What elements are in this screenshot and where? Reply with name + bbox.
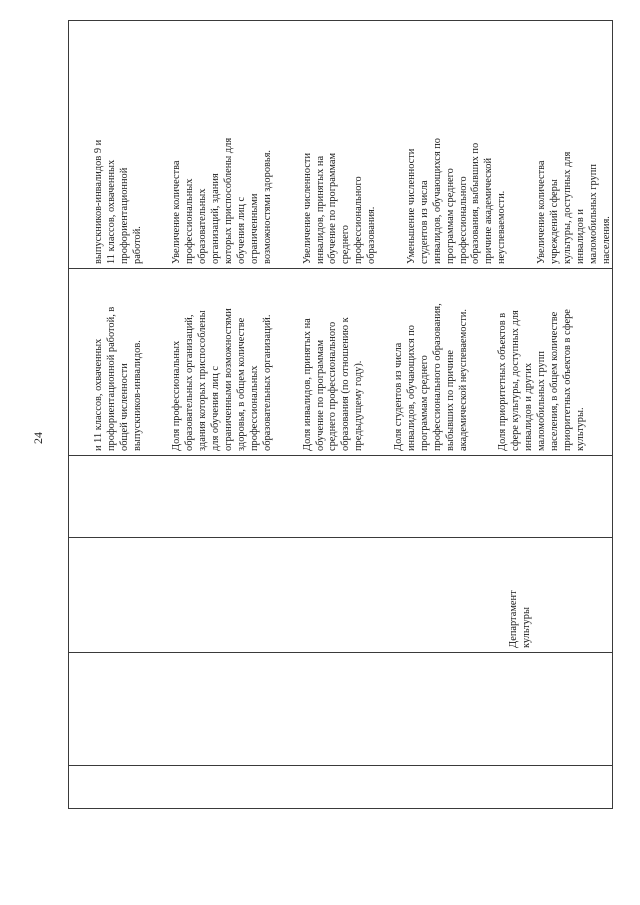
measure-item: Доля инвалидов, принятых на обучение по программам среднего профессионального образования (по отношению к предыдущему году). [301,317,365,451]
indicator-column [78,22,612,266]
department-cell: Департамент культуры [508,590,532,648]
measure-column [78,273,586,453]
indicator-item: Увеличение количества профессиональных образовательных организаций, здания которых приспособлены для обучения лиц с ограниченными возможностями здоровья. [171,137,273,264]
measure-item: Доля приоритетных объектов в сфере культуры, доступных для инвалидов и других маломобильных групп населения, в общем количестве приоритетных объектов в сфере культуры. [497,309,586,451]
table-rule [68,808,613,809]
table-rule [68,20,69,808]
page-number: 24 [31,432,45,444]
indicator-item: выпускников-инвалидов 9 и 11 классов, охваченных профориентационной работой. [92,139,143,264]
indicator-item: Увеличение количества учреждений сферы культуры, доступных для инвалидов и маломобильных групп населения. [536,151,612,264]
table-rule [68,20,613,21]
table-rule [68,765,613,766]
table-rule [68,268,613,269]
measure-item: Доля студентов из числа инвалидов, обучающихся по программам среднего профессионального образования, выбывших по причине академической неуспеваемости. [393,303,469,451]
measure-item: Доля профессиональных образовательных организаций, здания которых приспособлены для обучения лиц с ограниченными возможностями здоровья, в общем количестве профессиональных образовательных организаций. [171,308,273,451]
table-rule [68,652,613,653]
table-rule [68,455,613,456]
indicator-item: Увеличение численности инвалидов, принятых на обучение по программам среднего профессионального образования. [301,152,378,264]
indicator-item: Уменьшение численности студентов из числа инвалидов, обучающихся по программам среднего профессионального образования, выбывших по причине академической неуспеваемости. [405,137,508,264]
measure-item: и 11 классов, охваченных профориентационной работой, в общей численности выпускников-инвалидов. [92,306,143,451]
